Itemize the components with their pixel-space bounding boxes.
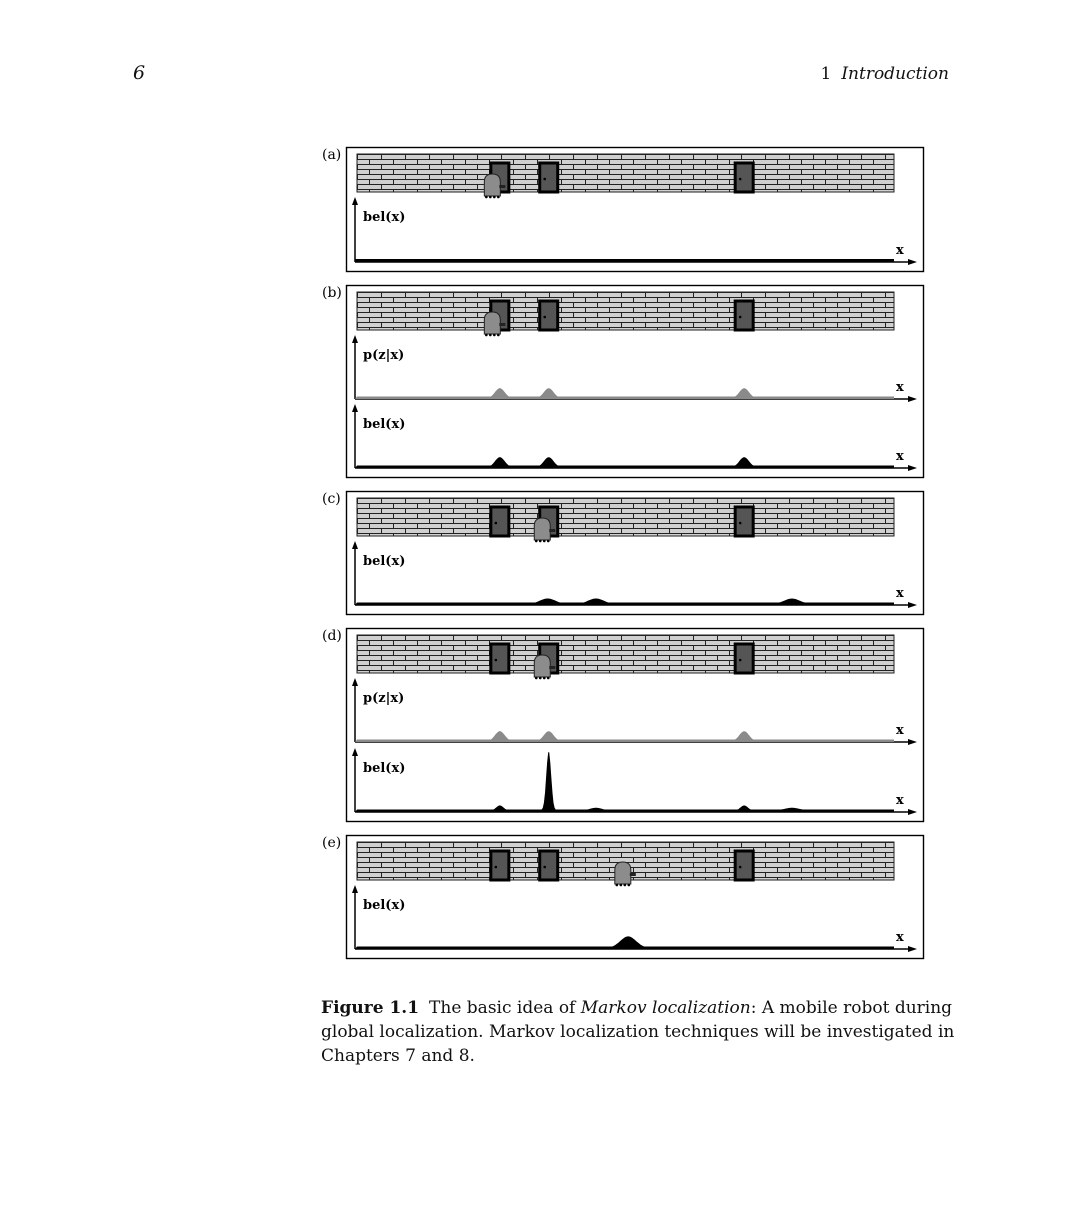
figure-panel bbox=[322, 491, 924, 615]
door-knob bbox=[495, 866, 498, 869]
panel-label: (b) bbox=[322, 285, 342, 301]
wall-bricks bbox=[357, 154, 894, 192]
caption-text-after: : A mobile robot during global localization. Markov localization techniques will be investigated in Chapters 7 and 8. bbox=[321, 998, 955, 1066]
door bbox=[491, 644, 509, 673]
y-axis-arrow bbox=[352, 197, 358, 205]
robot-body bbox=[534, 518, 550, 540]
door-knob bbox=[739, 866, 742, 869]
robot-wheel bbox=[543, 677, 546, 680]
belief-plot bbox=[352, 678, 917, 745]
y-axis-arrow bbox=[352, 885, 358, 893]
y-axis-arrow bbox=[352, 748, 358, 756]
y-axis-label: bel(x) bbox=[363, 210, 406, 225]
x-axis-arrow bbox=[908, 396, 917, 402]
robot-wheel bbox=[489, 334, 492, 337]
x-axis-arrow bbox=[908, 465, 917, 471]
belief-plot bbox=[352, 748, 917, 815]
y-axis-arrow bbox=[352, 678, 358, 686]
figure-caption bbox=[321, 996, 961, 1068]
belief-plot bbox=[352, 541, 917, 608]
belief-curve bbox=[355, 457, 894, 468]
robot-body bbox=[484, 312, 500, 334]
x-axis-arrow bbox=[908, 946, 917, 952]
belief-plot bbox=[352, 197, 917, 265]
brick-wall bbox=[357, 635, 894, 673]
x-axis-arrow bbox=[908, 739, 917, 745]
door bbox=[735, 644, 753, 673]
door bbox=[540, 163, 558, 192]
door-knob bbox=[739, 316, 742, 319]
y-axis-label: p(z|x) bbox=[363, 348, 405, 363]
belief-curve bbox=[355, 259, 894, 262]
door-knob bbox=[739, 522, 742, 525]
y-axis-label: bel(x) bbox=[363, 554, 406, 569]
belief-plot bbox=[352, 885, 917, 952]
robot-wheel bbox=[616, 884, 619, 887]
chapter-title: Introduction bbox=[841, 64, 949, 84]
belief-plot bbox=[352, 335, 917, 402]
robot-wheel bbox=[543, 540, 546, 543]
page-number: 6 bbox=[133, 62, 146, 84]
x-axis-label: x bbox=[896, 723, 904, 738]
figure-panel bbox=[322, 628, 924, 822]
y-axis-label: bel(x) bbox=[363, 898, 406, 913]
robot-wheel bbox=[539, 540, 542, 543]
robot-sensor bbox=[549, 529, 555, 532]
door bbox=[540, 301, 558, 330]
robot-wheel bbox=[493, 334, 496, 337]
robot-wheel bbox=[497, 196, 500, 199]
robot-wheel bbox=[535, 677, 538, 680]
y-axis-arrow bbox=[352, 404, 358, 412]
figure-panel bbox=[322, 835, 924, 959]
door bbox=[735, 301, 753, 330]
brick-wall bbox=[357, 292, 894, 330]
x-axis-label: x bbox=[896, 243, 904, 258]
x-axis-arrow bbox=[908, 602, 917, 608]
robot-wheel bbox=[485, 334, 488, 337]
robot-wheel bbox=[620, 884, 623, 887]
robot-wheel bbox=[497, 334, 500, 337]
door-knob bbox=[495, 659, 498, 662]
robot-wheel bbox=[624, 884, 627, 887]
panel-label: (a) bbox=[322, 147, 342, 163]
robot-wheel bbox=[485, 196, 488, 199]
robot-sensor bbox=[499, 323, 505, 326]
brick-wall bbox=[357, 498, 894, 536]
door-knob bbox=[495, 522, 498, 525]
belief-curve bbox=[355, 752, 894, 812]
panel-label: (d) bbox=[322, 628, 342, 644]
x-axis-label: x bbox=[896, 586, 904, 601]
door bbox=[540, 851, 558, 880]
robot-sensor bbox=[499, 185, 505, 188]
figure-panel bbox=[322, 147, 924, 272]
panel-label: (e) bbox=[322, 835, 342, 851]
y-axis-arrow bbox=[352, 541, 358, 549]
x-axis-label: x bbox=[896, 380, 904, 395]
caption-term: Markov localization bbox=[580, 998, 751, 1018]
robot-wheel bbox=[547, 540, 550, 543]
y-axis-label: p(z|x) bbox=[363, 691, 405, 706]
x-axis-arrow bbox=[908, 809, 917, 815]
robot-wheel bbox=[539, 677, 542, 680]
x-axis-arrow bbox=[908, 259, 917, 265]
door-knob bbox=[543, 178, 546, 181]
figure-panel bbox=[322, 285, 924, 478]
robot-body bbox=[615, 862, 631, 884]
caption-text-before: The basic idea of bbox=[429, 998, 581, 1018]
door bbox=[735, 851, 753, 880]
likelihood-curve bbox=[355, 388, 894, 399]
wall-bricks bbox=[357, 498, 894, 536]
belief-curve bbox=[355, 936, 894, 949]
robot-wheel bbox=[628, 884, 631, 887]
door bbox=[491, 507, 509, 536]
robot-wheel bbox=[547, 677, 550, 680]
wall-bricks bbox=[357, 292, 894, 330]
robot-body bbox=[534, 655, 550, 677]
y-axis-arrow bbox=[352, 335, 358, 343]
x-axis-label: x bbox=[896, 449, 904, 464]
y-axis-label: bel(x) bbox=[363, 417, 406, 432]
panel-label: (c) bbox=[322, 491, 341, 507]
chapter-number: 1 bbox=[820, 64, 832, 84]
door bbox=[735, 507, 753, 536]
robot-sensor bbox=[549, 666, 555, 669]
door-knob bbox=[739, 178, 742, 181]
belief-curve bbox=[355, 599, 894, 606]
door bbox=[491, 851, 509, 880]
robot-wheel bbox=[489, 196, 492, 199]
door bbox=[735, 163, 753, 192]
robot-body bbox=[484, 174, 500, 196]
door-knob bbox=[739, 659, 742, 662]
wall-bricks bbox=[357, 635, 894, 673]
robot-wheel bbox=[493, 196, 496, 199]
belief-plot bbox=[352, 404, 917, 471]
y-axis-label: bel(x) bbox=[363, 761, 406, 776]
x-axis-label: x bbox=[896, 930, 904, 945]
door-knob bbox=[543, 316, 546, 319]
likelihood-curve bbox=[355, 731, 894, 742]
x-axis-label: x bbox=[896, 793, 904, 808]
figure-label: Figure 1.1 bbox=[321, 998, 420, 1018]
robot-wheel bbox=[535, 540, 538, 543]
brick-wall bbox=[357, 154, 894, 192]
door-knob bbox=[543, 866, 546, 869]
robot-sensor bbox=[630, 873, 636, 876]
